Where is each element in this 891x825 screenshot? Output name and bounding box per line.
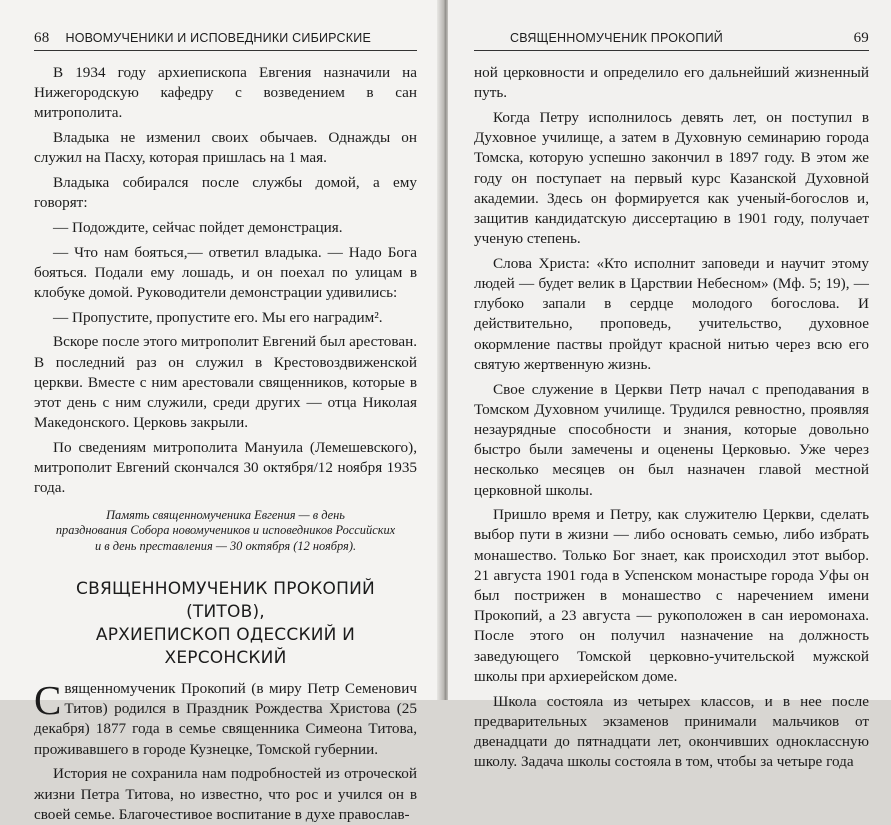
paragraph: Вскоре после этого митрополит Евгений был арестован. В последний раз он служил в Крестовоздвиженской церкви. Вместе с ним арестовали священников, которые в этот день с ним служили, среди других — отца Николая Македонского. Церковь закрыли. — [34, 333, 417, 432]
paragraph: Владыка собирался после службы домой, а ему говорят: — [34, 174, 417, 212]
first-paragraph — [34, 679, 417, 760]
memorial-line: и в день преставления — 30 октября (12 ноября). — [94, 538, 357, 553]
right-page-number: 69 — [853, 30, 869, 46]
paragraph: Когда Петру исполнилось девять лет, он поступил в Духовное училище, а затем в Духовную семинарию города Томска, которую успешно закончил в 1897 году. В этом же году он поступает на первый курс Казанской Духовной академии. Здесь он формируется как ученый-богослов и, защитив кандидатскую диссертацию в 1901 году, получает ученую степень. — [474, 108, 869, 248]
memorial-note — [42, 508, 409, 555]
right-running-head: СВЯЩЕННОМУЧЕНИК ПРОКОПИЙ — [510, 31, 723, 45]
paragraph: — Пропустите, пропустите его. Мы его наградим². — [53, 308, 383, 326]
paragraph: Слова Христа: «Кто исполнит заповеди и научит этому людей — будет велик в Царствии Небесном» (Мф. 5; 19), — глубоко запали в сердце молодого богослова. И действительно, проповедь, учительство, духовное окормление паствы пройдут красной нитью через всю его святую жертвенную жизнь. — [474, 254, 869, 373]
memorial-line: Память священномученика Евгения — в день — [106, 507, 345, 522]
chapter-title-line: СВЯЩЕННОМУЧЕНИК ПРОКОПИЙ (ТИТОВ), — [76, 579, 375, 623]
left-page-number: 68 — [34, 30, 50, 46]
paragraph: История не сохранила нам подробностей из отроческой жизни Петра Титова, но известно, что рос и учился он в своей семье. Благочестивое воспитание в духе православ- — [34, 765, 417, 823]
left-page-header — [34, 30, 417, 51]
paragraph: Школа состояла из четырех классов, и в нее после предварительных экзаменов принимали мальчиков от двенадцати до пятнадцати лет, окончивших одноклассную школу. Задача школы состояла в том, чтобы за четыре года — [474, 692, 869, 771]
chapter-title — [34, 578, 417, 670]
chapter-title-line: АРХИЕПИСКОП ОДЕССКИЙ И ХЕРСОНСКИЙ — [95, 625, 356, 669]
first-paragraph-text: вященномученик Прокопий (в миру Петр Семенович Титов) родился в Праздник Рождества Христова (25 декабря) 1877 года в семье священника Симеона Титова, проживавшего в городе Кузнецке, Томской губернии. — [34, 680, 417, 758]
continued-paragraph: ной церковности и определило его дальнейший жизненный путь. — [474, 64, 869, 102]
left-running-head: НОВОМУЧЕНИКИ И ИСПОВЕДНИКИ СИБИРСКИЕ — [65, 31, 371, 45]
right-page — [448, 0, 891, 771]
paragraph: — Что нам бояться,— ответил владыка. — Надо Бога бояться. Подали ему лошадь, и он поехал по улицам в клобуке домой. Руководители демонстрации удивились: — [34, 243, 417, 302]
paragraph: — Подождите, сейчас пойдет демонстрация. — [53, 218, 343, 236]
memorial-line: празднования Собора новомучеников и исповедников Российских — [55, 523, 396, 538]
paragraph: В 1934 году архиепископа Евгения назначили на Нижегородскую кафедру с возведением в сан митрополита. — [34, 64, 417, 122]
paragraph: Свое служение в Церкви Петр начал с преподавания в Томском Духовном училище. Трудился ревностно, проявляя незаурядные способности и знания, которые довольно быстро были замечены и оценены Церковью. Уже через несколько месяцев он был назначен главой местной церковной школы. — [474, 380, 869, 499]
paragraph: По сведениям митрополита Мануила (Лемешевского), митрополит Евгений скончался 30 октября/12 ноября 1935 года. — [34, 438, 417, 497]
drop-cap: С — [34, 677, 62, 724]
paragraph: Пришло время и Петру, как служителю Церкви, сделать выбор пути в жизни — либо основать семью, либо избрать монашество. Только Бог знает, как происходил этот выбор. 21 августа 1901 года в Успенском монастыре города Уфы он был пострижен в монашество с наречением имени Прокопий, а 23 августа — рукоположен в сан иеромонаха. После этого он получил назначение на должность заведующего Томской церковно-учительской мужской школы при архиерейском доме. — [474, 506, 869, 685]
right-page-header — [474, 30, 869, 51]
left-page — [0, 0, 443, 823]
paragraph: Владыка не изменил своих обычаев. Однажды он служил на Пасху, которая пришлась на 1 мая. — [34, 129, 417, 167]
